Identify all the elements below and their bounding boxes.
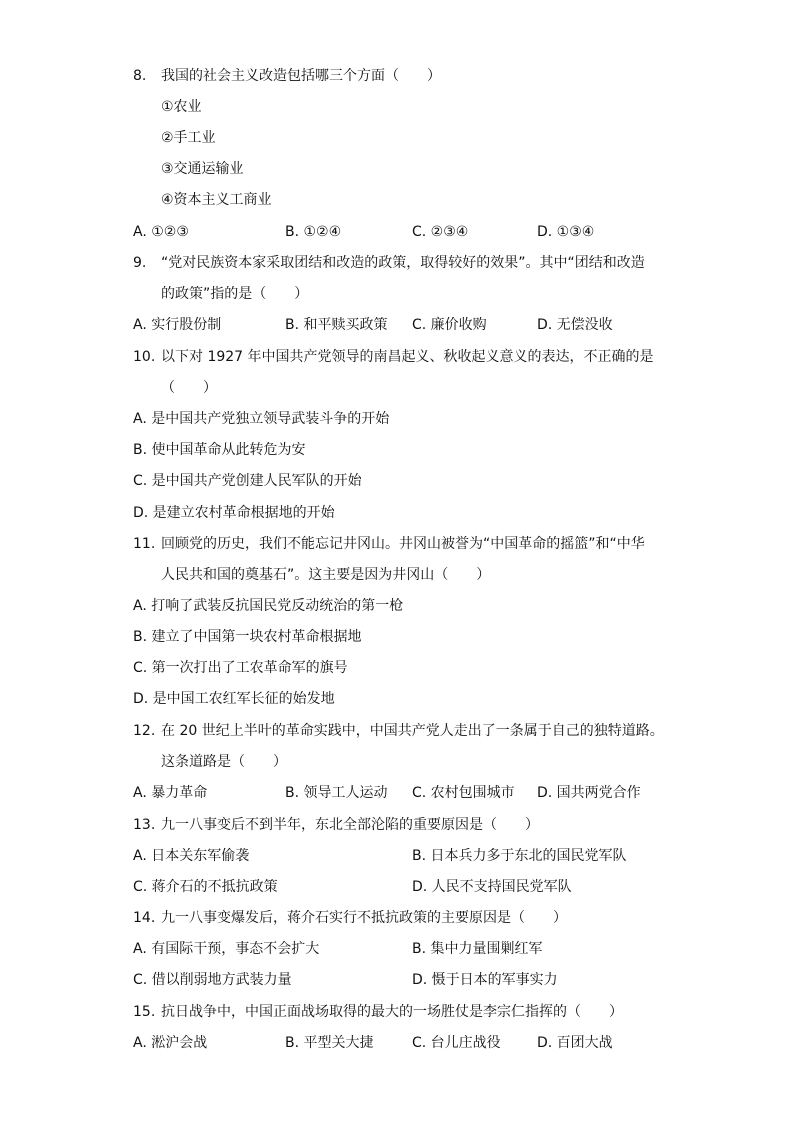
question-stem: 九一八事变爆发后，蒋介石实行不抵抗政策的主要原因是（ ） <box>161 910 567 926</box>
option-d[interactable]: D. ①③④ <box>537 224 595 240</box>
option-d[interactable]: D. 国共两党合作 <box>537 785 641 801</box>
option-a[interactable]: A. 暴力革命 <box>133 785 208 801</box>
option-b[interactable]: B. 和平赎买政策 <box>285 317 388 333</box>
option-b[interactable]: B. ①②④ <box>285 224 342 240</box>
question-stem-continued: （ ） <box>161 380 217 396</box>
statement-item: ①农业 <box>161 99 202 115</box>
question-10 <box>133 347 654 367</box>
question-number: 14. <box>133 910 156 926</box>
question-11 <box>133 534 645 554</box>
option-a[interactable]: A. 打响了武装反抗国民党反动统治的第一枪 <box>133 598 404 614</box>
question-stem: 九一八事变后不到半年，东北全部沦陷的重要原因是（ ） <box>161 817 539 833</box>
option-a[interactable]: A. ①②③ <box>133 224 189 240</box>
option-d[interactable]: D. 是中国工农红军长征的始发地 <box>133 691 335 707</box>
option-b[interactable]: B. 建立了中国第一块农村革命根据地 <box>133 629 362 645</box>
question-number: 12. <box>133 723 156 739</box>
question-9 <box>133 253 645 273</box>
option-c[interactable]: C. 农村包围城市 <box>412 785 515 801</box>
question-number: 10. <box>133 349 156 365</box>
question-stem-continued: 人民共和国的奠基石”。这主要是因为井冈山（ ） <box>161 567 491 583</box>
option-a[interactable]: A. 日本关东军偷袭 <box>133 848 250 864</box>
option-b[interactable]: B. 平型关大捷 <box>285 1035 374 1051</box>
option-c[interactable]: C. ②③④ <box>412 224 469 240</box>
option-c[interactable]: C. 是中国共产党创建人民军队的开始 <box>133 473 362 489</box>
question-stem: 以下对 1927 年中国共产党领导的南昌起义、秋收起义意义的表达，不正确的是 <box>161 349 654 365</box>
option-c[interactable]: C. 蒋介石的不抵抗政策 <box>133 879 278 895</box>
question-number: 11. <box>133 536 156 552</box>
question-number: 9. <box>133 255 147 271</box>
question-stem: 抗日战争中，中国正面战场取得的最大的一场胜仗是李宗仁指挥的（ ） <box>161 1004 623 1020</box>
question-stem: 回顾党的历史，我们不能忘记井冈山。井冈山被誉为“中国革命的摇篮”和“中华 <box>161 536 645 552</box>
question-stem: “党对民族资本家采取团结和改造的政策，取得较好的效果”。其中“团结和改造 <box>161 255 645 271</box>
statement-item: ③交通运输业 <box>161 161 244 177</box>
option-a[interactable]: A. 有国际干预，事态不会扩大 <box>133 941 320 957</box>
statement-item: ④资本主义工商业 <box>161 192 272 208</box>
option-c[interactable]: C. 借以削弱地方武装力量 <box>133 972 292 988</box>
question-stem: 我国的社会主义改造包括哪三个方面（ ） <box>161 68 441 84</box>
option-d[interactable]: D. 人民不支持国民党军队 <box>412 879 572 895</box>
option-b[interactable]: B. 日本兵力多于东北的国民党军队 <box>412 848 627 864</box>
option-b[interactable]: B. 集中力量围剿红军 <box>412 941 543 957</box>
statement-item: ②手工业 <box>161 130 216 146</box>
question-stem-continued: 的政策”指的是（ ） <box>161 286 309 302</box>
option-b[interactable]: B. 领导工人运动 <box>285 785 388 801</box>
question-number: 13. <box>133 817 156 833</box>
question-15 <box>133 1002 623 1022</box>
option-b[interactable]: B. 使中国革命从此转危为安 <box>133 442 306 458</box>
question-number: 15. <box>133 1004 156 1020</box>
option-d[interactable]: D. 是建立农村革命根据地的开始 <box>133 505 335 521</box>
option-a[interactable]: A. 淞沪会战 <box>133 1035 208 1051</box>
option-d[interactable]: D. 无偿没收 <box>537 317 613 333</box>
option-c[interactable]: C. 台儿庄战役 <box>412 1035 501 1051</box>
option-a[interactable]: A. 是中国共产党独立领导武装斗争的开始 <box>133 411 390 427</box>
question-8 <box>133 66 441 86</box>
option-d[interactable]: D. 百团大战 <box>537 1035 613 1051</box>
question-13 <box>133 815 539 835</box>
option-d[interactable]: D. 慑于日本的军事实力 <box>412 972 558 988</box>
question-number: 8. <box>133 68 147 84</box>
question-14 <box>133 908 567 928</box>
question-12 <box>133 721 664 741</box>
option-a[interactable]: A. 实行股份制 <box>133 317 222 333</box>
question-stem: 在 20 世纪上半叶的革命实践中，中国共产党人走出了一条属于自己的独特道路。 <box>161 723 664 739</box>
option-c[interactable]: C. 廉价收购 <box>412 317 487 333</box>
option-c[interactable]: C. 第一次打出了工农革命军的旗号 <box>133 660 348 676</box>
question-stem-continued: 这条道路是（ ） <box>161 754 287 770</box>
